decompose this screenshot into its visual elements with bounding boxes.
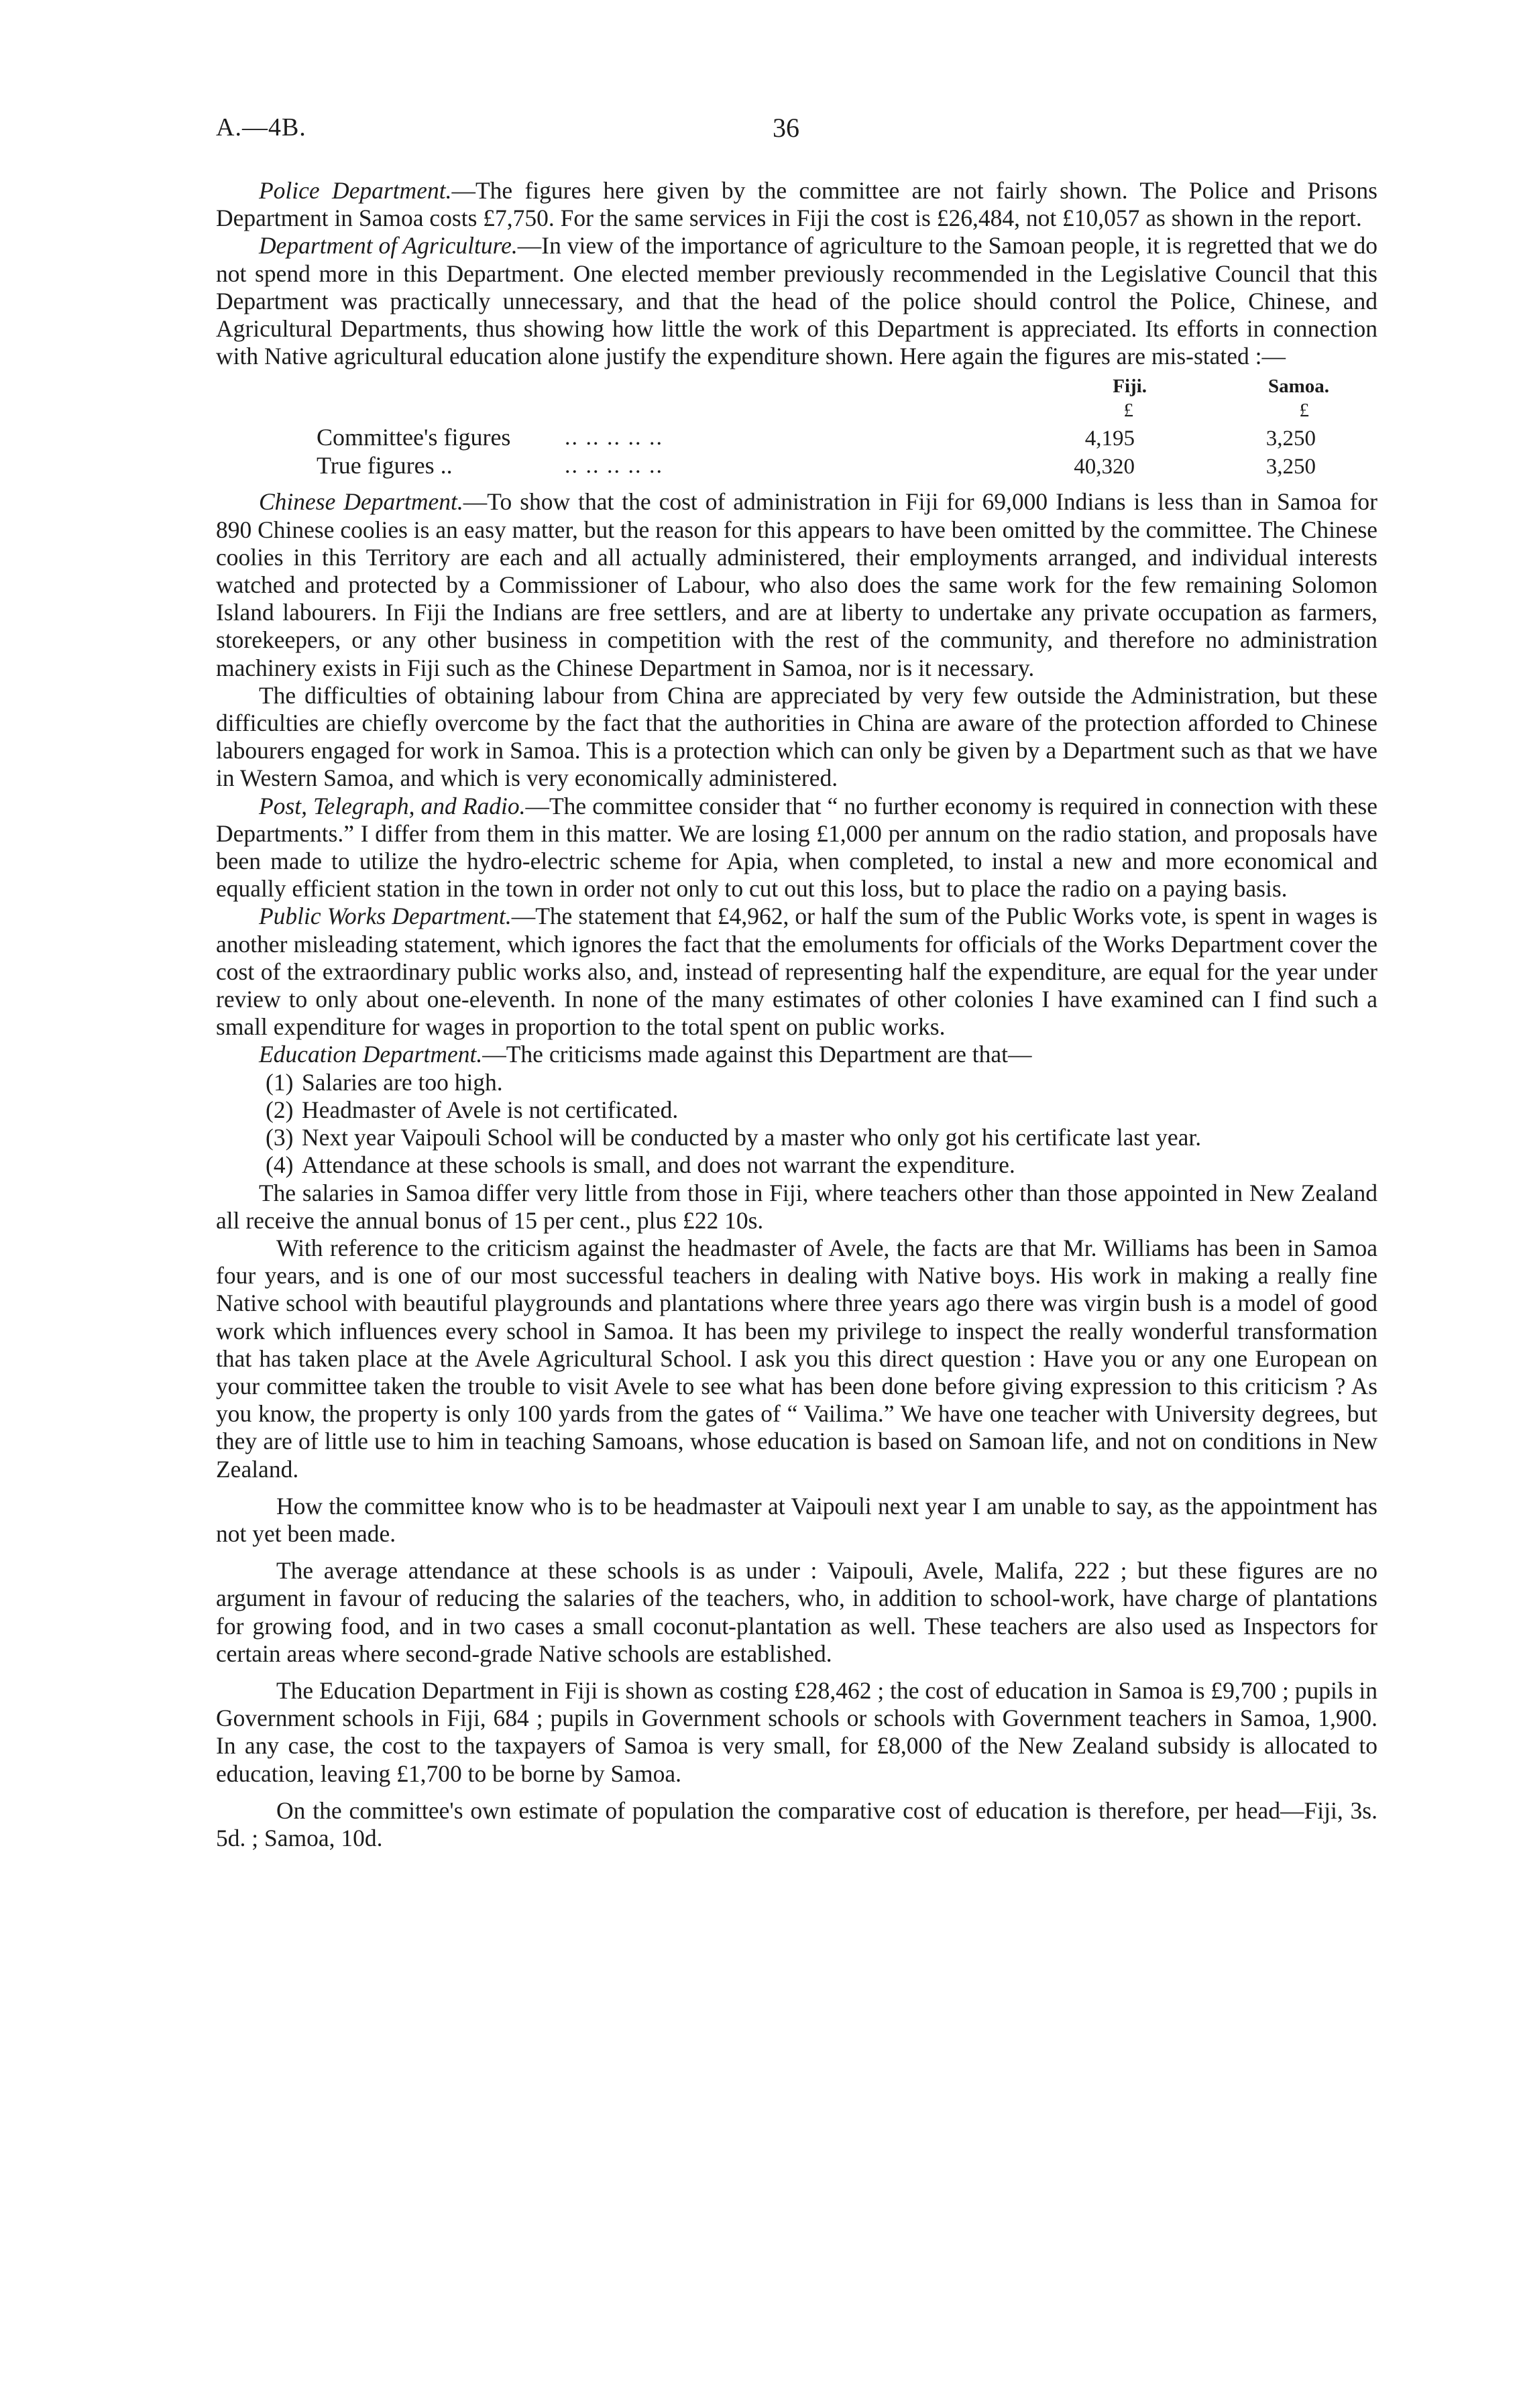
table-row-leader-dots: .. .. .. .. ..	[565, 453, 663, 479]
cost-comparison-table	[216, 373, 1377, 487]
column-header-samoa: Samoa.	[1268, 376, 1329, 398]
list-item-number: (1)	[266, 1068, 294, 1096]
attendance-paragraph: The average attendance at these schools is as under : Vaipouli, Avele, Malifa, 222 ; but these figures are no argument in favour of reducing the salaries of the teachers, who, in addition to school-work, have charge of plantations for growing food, and in two cases a small coconut-plantation as well. These teachers are also used as Inspectors for certain areas where second-grade Native schools are established.	[216, 1557, 1377, 1667]
post-paragraph	[216, 793, 1377, 903]
vaipouli-paragraph: How the committee know who is to be headmaster at Vaipouli next year I am unable to say, as the appointment has not yet been made.	[216, 1492, 1377, 1547]
agriculture-heading: Department of Agriculture.	[259, 232, 518, 260]
list-item	[216, 1069, 1377, 1096]
police-heading: Police Department.	[259, 177, 452, 204]
works-paragraph	[216, 903, 1377, 1041]
list-item-number: (4)	[266, 1151, 294, 1179]
document-page	[216, 114, 1377, 1852]
chinese-heading: Chinese Department.	[259, 488, 463, 516]
police-text: —The figures here given by the committee are not fairly shown. The Police and Prisons Department in Samoa costs £7,750. For the same services in Fiji the cost is £26,484, not £10,057 as shown in the report.	[216, 177, 1377, 232]
agriculture-text: —In view of the importance of agriculture to the Samoan people, it is regretted that we do not spend more in this Department. One elected member previously recommended in the Legislative Council that this Department was practically unnecessary, and that the head of the police should control the Police, Chinese, and Agricultural Departments, thus showing how little the work of this Department is appreciated. Its efforts in connection with Native agricultural education alone justify the expenditure shown. Here again the figures are mis-stated :—	[216, 232, 1377, 370]
column-header-fiji: Fiji.	[1113, 376, 1147, 398]
unit-samoa: £	[1299, 400, 1309, 422]
table-cell-samoa: 3,250	[1265, 455, 1316, 479]
police-paragraph	[216, 177, 1377, 232]
education-cost-paragraph: The Education Department in Fiji is shown as costing £28,462 ; the cost of education in Samoa is £9,700 ; pupils in Government schools in Fiji, 684 ; pupils in Government schools or schools with Government teachers in Samoa, 1,900. In any case, the cost to the taxpayers of Samoa is very small, for £8,000 of the New Zealand subsidy is allocated to education, leaving £1,700 to be borne by Samoa.	[216, 1676, 1377, 1787]
table-cell-samoa: 3,250	[1265, 426, 1316, 451]
table-row-label: True figures ..	[317, 452, 453, 479]
table-row-label: Committee's figures	[317, 424, 511, 451]
education-intro: —The criticisms made against this Department are that—	[482, 1041, 1032, 1068]
list-item	[216, 1124, 1377, 1151]
post-text: —The committee consider that “ no further economy is required in connection with these Departments.” I differ from them in this matter. We are losing £1,000 per annum on the radio station, and proposals have been made to utilize the hydro-electric scheme for Apia, when completed, to instal a new and more economical and equally efficient station in the town in order not only to cut out this loss, but to place the radio on a paying basis.	[216, 792, 1377, 903]
agriculture-paragraph	[216, 232, 1377, 370]
chinese-text: —To show that the cost of administration in Fiji for 69,000 Indians is less than in Samoa for 890 Chinese coolies is an easy matter, but the reason for this appears to have been omitted by the committee. The Chinese coolies in this Territory are each and all actually administered, their employments arranged, and individual interests watched and protected by a Commissioner of Labour, who also does the same work for the few remaining Solomon Island labourers. In Fiji the Indians are free settlers, and are at liberty to undertake any private occupation as farmers, storekeepers, or any other business in competition with the rest of the community, and therefore no administration machinery exists in Fiji such as the Chinese Department in Samoa, nor is it necessary.	[216, 488, 1378, 681]
per-head-paragraph: On the committee's own estimate of population the comparative cost of education is therefore, per head—Fiji, 3s. 5d. ; Samoa, 10d.	[216, 1796, 1377, 1851]
post-heading: Post, Telegraph, and Radio.	[259, 792, 526, 819]
page-header	[216, 114, 1377, 153]
education-heading: Education Department.	[259, 1041, 483, 1068]
works-heading: Public Works Department.	[259, 903, 512, 930]
education-paragraph	[216, 1041, 1377, 1068]
page-number: 36	[773, 113, 799, 143]
document-reference: A.—4B.	[216, 113, 306, 141]
unit-fiji: £	[1123, 400, 1133, 422]
list-item-text: Salaries are too high.	[302, 1068, 503, 1096]
list-item-number: (3)	[266, 1124, 294, 1151]
list-item	[216, 1096, 1377, 1124]
chinese-paragraph	[216, 488, 1377, 681]
criticism-list	[216, 1069, 1377, 1180]
salaries-paragraph: The salaries in Samoa differ very little from those in Fiji, where teachers other than those appointed in New Zealand all receive the annual bonus of 15 per cent., plus £22 10s.	[216, 1179, 1377, 1234]
works-text: —The statement that £4,962, or half the sum of the Public Works vote, is spent in wages is another misleading statement, which ignores the fact that the emoluments for officials of the Works Department cover the cost of the extraordinary public works also, and, instead of representing half the expenditure, are equal for the year under review to only about one-eleventh. In none of the many estimates of other colonies I have examined can I find such a small expenditure for wages in proportion to the total spent on public works.	[216, 903, 1377, 1041]
list-item-number: (2)	[266, 1096, 294, 1123]
table-cell-fiji: 4,195	[1084, 426, 1135, 451]
list-item-text: Headmaster of Avele is not certificated.	[302, 1096, 679, 1123]
table-row-leader-dots: .. .. .. .. ..	[565, 425, 663, 451]
avele-paragraph: With reference to the criticism against the headmaster of Avele, the facts are that Mr. Williams has been in Samoa four years, and is one of our most successful teachers in dealing with Native boys. His work in making a really fine Native school with beautiful playgrounds and plantations where three years ago there was virgin bush is a model of good work which influences every school in Samoa. It has been my privilege to inspect the really wonderful transformation that has taken place at the Avele Agricultural School. I ask you this direct question : Have you or any one European on your committee taken the trouble to visit Avele to see what has been done before giving expression to this criticism ? As you know, the property is only 100 yards from the gates of “ Vailima.” We have one teacher with University degrees, but they are of little use to him in teaching Samoans, whose education is based on Samoan life, and not on conditions in New Zealand.	[216, 1234, 1377, 1483]
table-cell-fiji: 40,320	[1074, 455, 1135, 479]
chinese-paragraph-2: The difficulties of obtaining labour from China are appreciated by very few outside the Administration, but these difficulties are chiefly overcome by the fact that the authorities in China are aware of the protection afforded to Chinese labourers engaged for work in Samoa. This is a protection which can only be given by a Department such as that we have in Western Samoa, and which is very economically administered.	[216, 681, 1377, 792]
list-item-text: Attendance at these schools is small, and does not warrant the expenditure.	[302, 1151, 1015, 1179]
list-item	[216, 1151, 1377, 1179]
list-item-text: Next year Vaipouli School will be conducted by a master who only got his certificate last year.	[302, 1124, 1202, 1151]
